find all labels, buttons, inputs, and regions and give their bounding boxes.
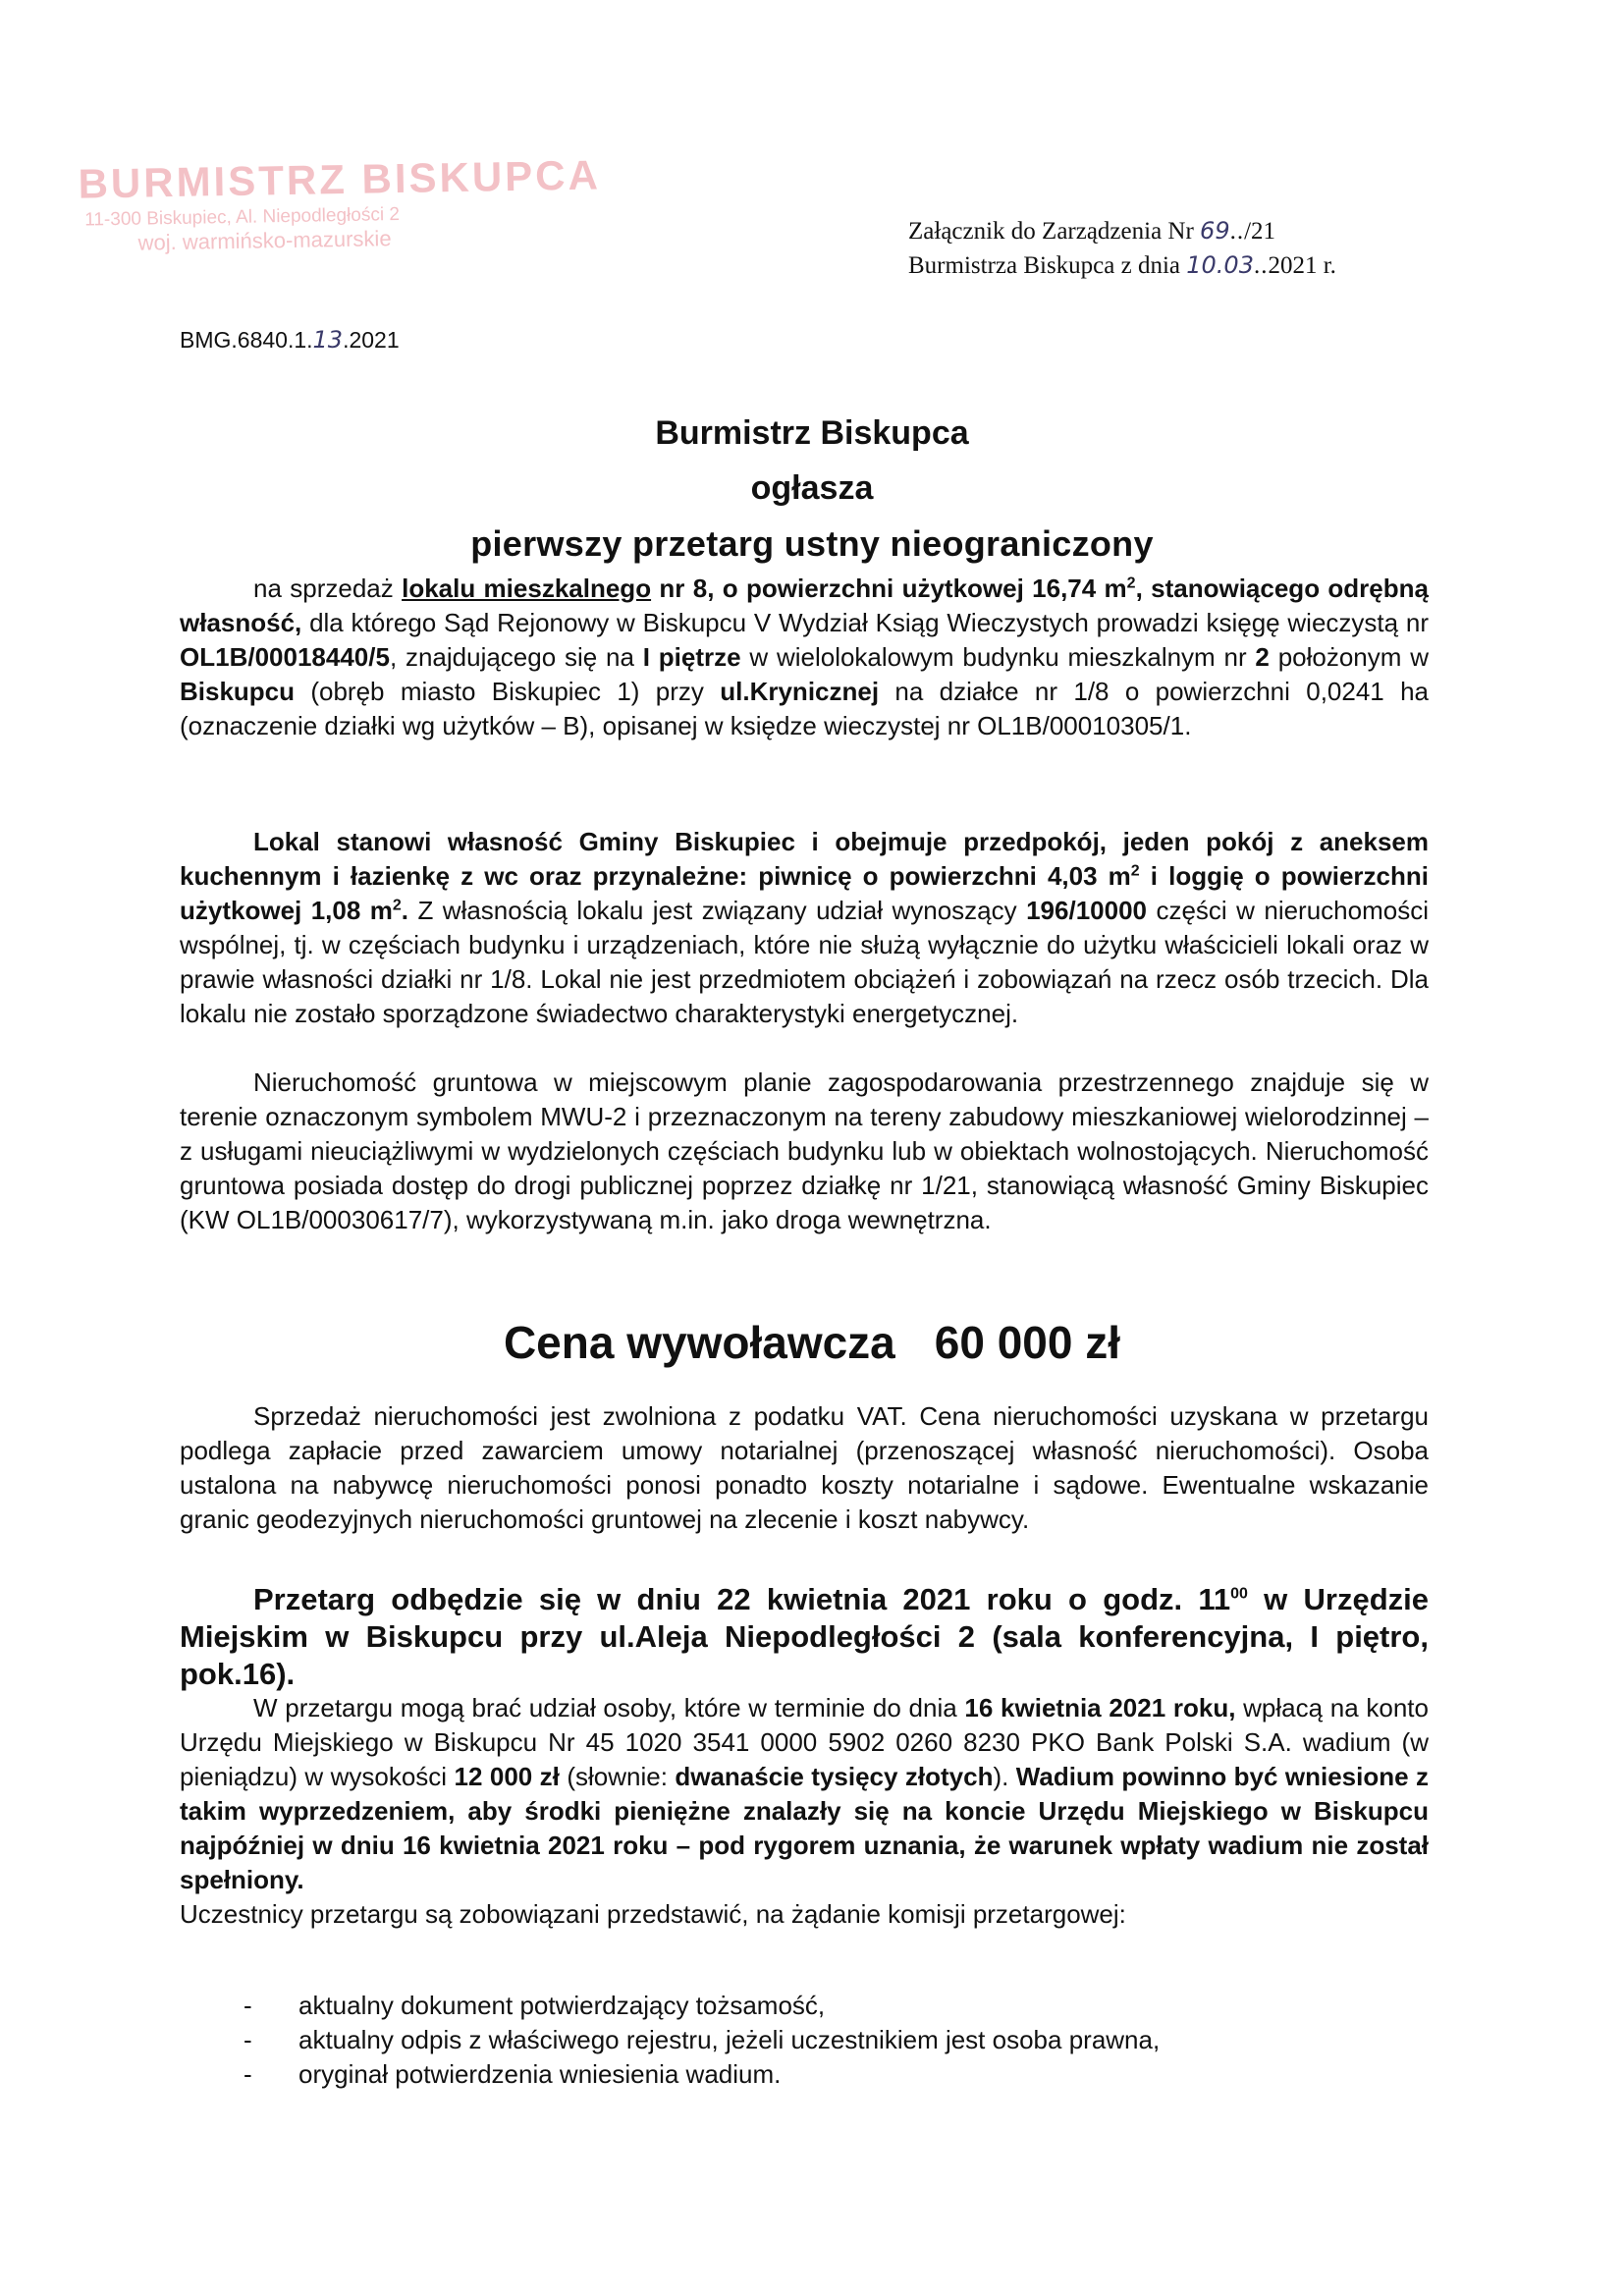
deposit-paragraph: W przetargu mogą brać udział osoby, które w terminie do dnia 16 kwietnia 2021 roku, wpłacą na konto Urzędu Miejskiego w Biskupcu Nr 45 1020 3541 0000 5902 0260 8230 PKO Bank Polski S.A. wadium (w pieniądzu) w wysokości 12 000 zł (słownie: dwanaście tysięcy złotych). Wadium powinno być wniesione z takim wyprzedzeniem, aby środki pieniężne znalazły się na koncie Urzędu Miejskiego w Biskupcu najpóźniej w dniu 16 kwietnia 2021 roku – pod rygorem uznania, że warunek wpłaty wadium nie został spełniony. Uczestnicy przetargu są zobowiązani przedstawić, na żądanie komisji przetargowej: — [180, 1693, 1430, 1929]
payment-terms-paragraph: Sprzedaż nieruchomości jest zwolniona z podatku VAT. Cena nieruchomości uzyskana w przetargu podlega zapłacie przed zawarciem umowy notarialnej (przenoszącej własność nieruchomości). Osoba ustalona na nabywcę nieruchomości ponosi ponadto koszty notarialne i sądowe. Ewentualne wskazanie granic geodezyjnych nieruchomości gruntowej na zlecenie i koszt nabywcy. — [180, 1401, 1429, 1534]
stamp-line-1: BURMISTRZ BISKUPCA — [78, 151, 602, 207]
stamp-line-3: woj. warmińsko-mazurskie — [137, 226, 392, 255]
premises-details-paragraph: Lokal stanowi własność Gminy Biskupiec i obejmuje przedpokój, jeden pokój z aneksem kuchennym i łazienkę z wc oraz przynależne: piwnicę o powierzchni 4,03 $m^2$ i loggię o powierzchni użytkowej 1,08 $m^2$. Z własnością lokalu jest związany udział wynoszący 196/10000 części w nieruchomości wspólnej, tj. w częściach budynku i urządzeniach, które nie służą wyłącznie do użytku właścicieli lokali oraz w prawie własności działki nr 1/8. Lokal nie jest przedmiotem obciążeń i zobowiązań na rzecz osób trzecich. Dla lokalu nie zostało sporządzone świadectwo charakterystyki energetycznej. — [180, 827, 1429, 1028]
list-item: - aktualny odpis z właściwego rejestru, jeżeli uczestnikiem jest osoba prawna, — [244, 2025, 1161, 2054]
attachment-line-2: Burmistrza Biskupca z dnia 10.03..2021 r. — [908, 251, 1336, 279]
attachment-line-1: Załącznik do Zarządzenia Nr 69../21 — [908, 217, 1276, 245]
handwritten-order-number: 69 — [1200, 217, 1230, 245]
property-description-paragraph: na sprzedaż lokalu mieszkalnego nr 8, o powierzchni użytkowej 16,74 $m^2$, stanowiącego odrębną własność, dla którego Sąd Rejonowy w Biskupcu V Wydział Ksiąg Wieczystych prowadzi księgę wieczystą nr OL1B/00018440/5, znajdującego się na I piętrze w wielolokalowym budynku mieszkalnym nr 2 położonym w Biskupcu (obręb miasto Biskupiec 1) przy ul.Krynicznej na działce nr 1/8 o powierzchni 0,0241 ha (oznaczenie działki wg użytków – B), opisanej w księdze wieczystej nr OL1B/00010305/1. — [180, 574, 1430, 740]
stamp-line-2: 11-300 Biskupiec, Al. Niepodległości 2 — [84, 203, 401, 231]
office-stamp — [78, 151, 602, 256]
document-announces: ogłasza — [750, 469, 874, 507]
attachment-note — [908, 214, 1419, 283]
requirements-list — [244, 1989, 1160, 2092]
document-authority: Burmistrz Biskupca — [655, 414, 969, 452]
starting-price-amount: 60 000 zł — [934, 1317, 1121, 1368]
zoning-plan-paragraph: Nieruchomość gruntowa w miejscowym planie zagospodarowania przestrzennego znajduje się w terenie oznaczonym symbolem MWU-2 i przeznaczonym na tereny zabudowy mieszkaniowej wielorodzinnej – z usługami nieuciążliwymi w wydzielonych częściach budynku lub w obiektach wolnostojących. Nieruchomość gruntowa posiada dostęp do drogi publicznej poprzez działkę nr 1/21, stanowiącą własność Gminy Biskupiec (KW OL1B/00030617/7), wykorzystywaną m.in. jako droga wewnętrzna. — [180, 1067, 1429, 1234]
reference-number: BMG.6840.1.13.2021 — [180, 326, 400, 354]
document-title: pierwszy przetarg ustny nieograniczony — [470, 523, 1154, 564]
handwritten-date: 10.03 — [1186, 251, 1254, 279]
auction-date-paragraph: Przetarg odbędzie się w dniu 22 kwietnia 2021 roku o godz. $11^{00}$ w Urzędzie Miejskim w Biskupcu przy ul.Aleja Niepodległości 2 (sala konferencyjna, I piętro, pok.16). — [180, 1582, 1429, 1691]
list-item: - aktualny dokument potwierdzający tożsamość, — [244, 1991, 826, 2020]
list-item: - oryginał potwierdzenia wniesienia wadium. — [244, 2059, 782, 2089]
starting-price — [0, 1316, 1624, 1369]
handwritten-reference-number: 13 — [312, 326, 344, 354]
starting-price-label: Cena wywoławcza — [503, 1317, 895, 1368]
